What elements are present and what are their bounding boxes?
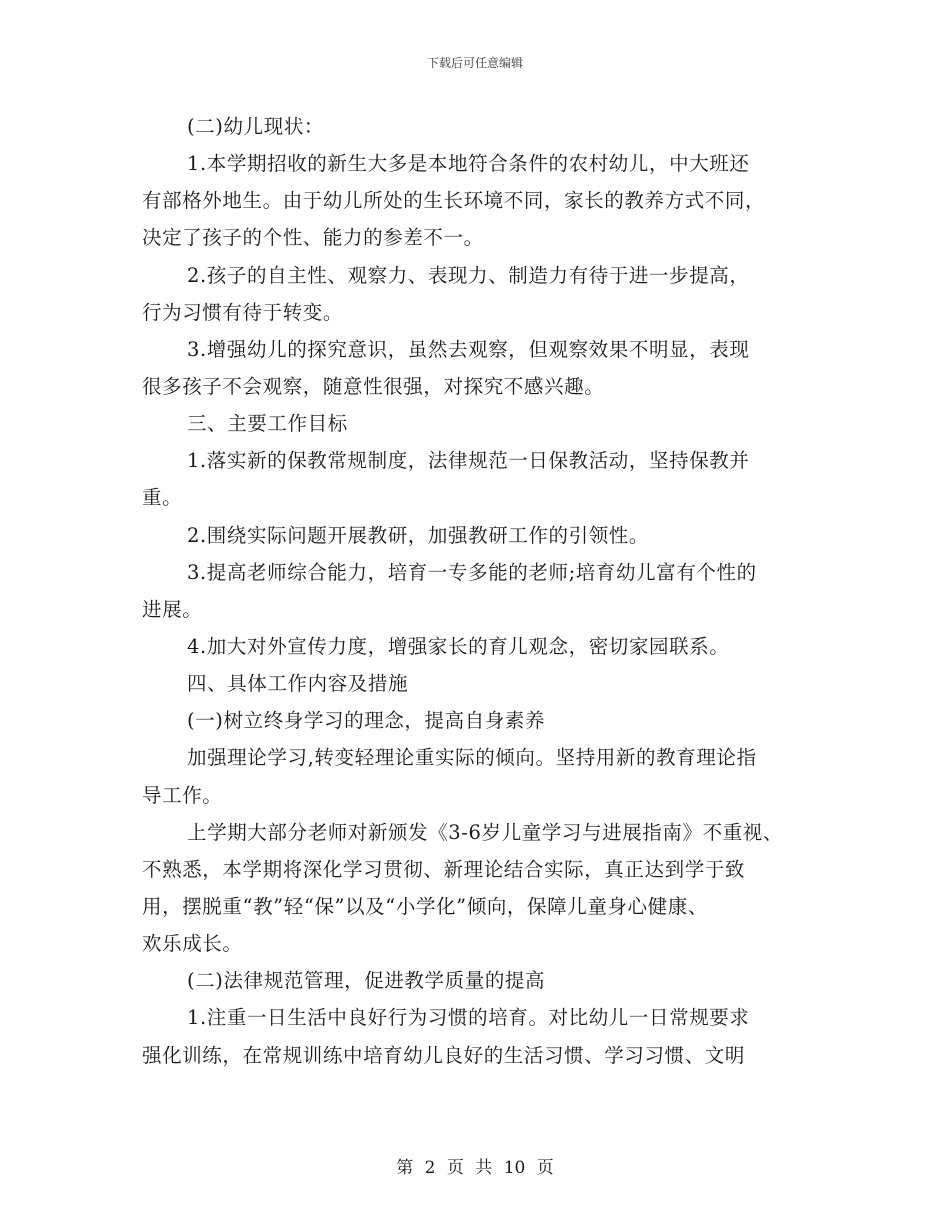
text-line: 1.注重一日生活中良好行为习惯的培育。对比幼儿一日常规要求 <box>187 1006 750 1030</box>
text-line: 进展。 <box>142 597 203 621</box>
text-line: 行为习惯有待于转变。 <box>142 300 344 324</box>
text-line: 导工作。 <box>142 783 223 807</box>
text-line: 3.增强幼儿的探究意识，虽然去观察，但观察效果不明显，表现 <box>187 337 750 361</box>
text-line: 2.围绕实际问题开展教研，加强教研工作的引领性。 <box>187 523 650 547</box>
text-line: 2.孩子的自主性、观察力、表现力、制造力有待于进一步提高， <box>187 263 750 287</box>
text-line: 三、主要工作目标 <box>187 412 348 436</box>
download-note: 下载后可任意编辑 <box>426 56 523 70</box>
text-line: 决定了孩子的个性、能力的参差不一。 <box>142 226 484 250</box>
text-line: 欢乐成长。 <box>142 932 243 956</box>
text-line: 强化训练，在常规训练中培育幼儿良好的生活习惯、学习习惯、文明 <box>142 1043 746 1067</box>
text-line: 不熟悉，本学期将深化学习贯彻、新理论结合实际，真正达到学于致 <box>142 857 746 881</box>
text-line: 加强理论学习,转变轻理论重实际的倾向。坚持用新的教育理论指 <box>187 746 757 770</box>
document-body <box>142 108 822 1074</box>
text-line: (二)法律规范管理，促进教学质量的提高 <box>187 969 546 993</box>
page-number: 第 2 页 共 10 页 <box>396 1158 554 1178</box>
text-line: 重。 <box>142 486 183 510</box>
text-line: 上学期大部分老师对新颁发《3-6岁儿童学习与进展指南》不重视、 <box>187 820 784 844</box>
text-line: 4.加大对外宣传力度，增强家长的育儿观念，密切家园联系。 <box>187 634 730 658</box>
text-line: 1.本学期招收的新生大多是本地符合条件的农村幼儿，中大班还 <box>187 152 750 176</box>
text-line: 有部格外地生。由于幼儿所处的生长环境不同，家长的教养方式不同， <box>142 189 766 213</box>
text-line: (二)幼儿现状： <box>187 115 325 138</box>
text-line: 1.落实新的保教常规制度，法律规范一日保教活动，坚持保教并 <box>187 449 750 473</box>
text-line: 四、具体工作内容及措施 <box>187 672 409 696</box>
text-line: (一)树立终身学习的理念，提高自身素养 <box>187 709 546 733</box>
text-line: 很多孩子不会观察，随意性很强，对探究不感兴趣。 <box>142 374 605 398</box>
text-line: 3.提高老师综合能力，培育一专多能的老师;培育幼儿富有个性的 <box>187 560 757 584</box>
text-line: 用，摆脱重“教”轻“保”以及“小学化”倾向，保障儿童身心健康、 <box>142 894 708 918</box>
